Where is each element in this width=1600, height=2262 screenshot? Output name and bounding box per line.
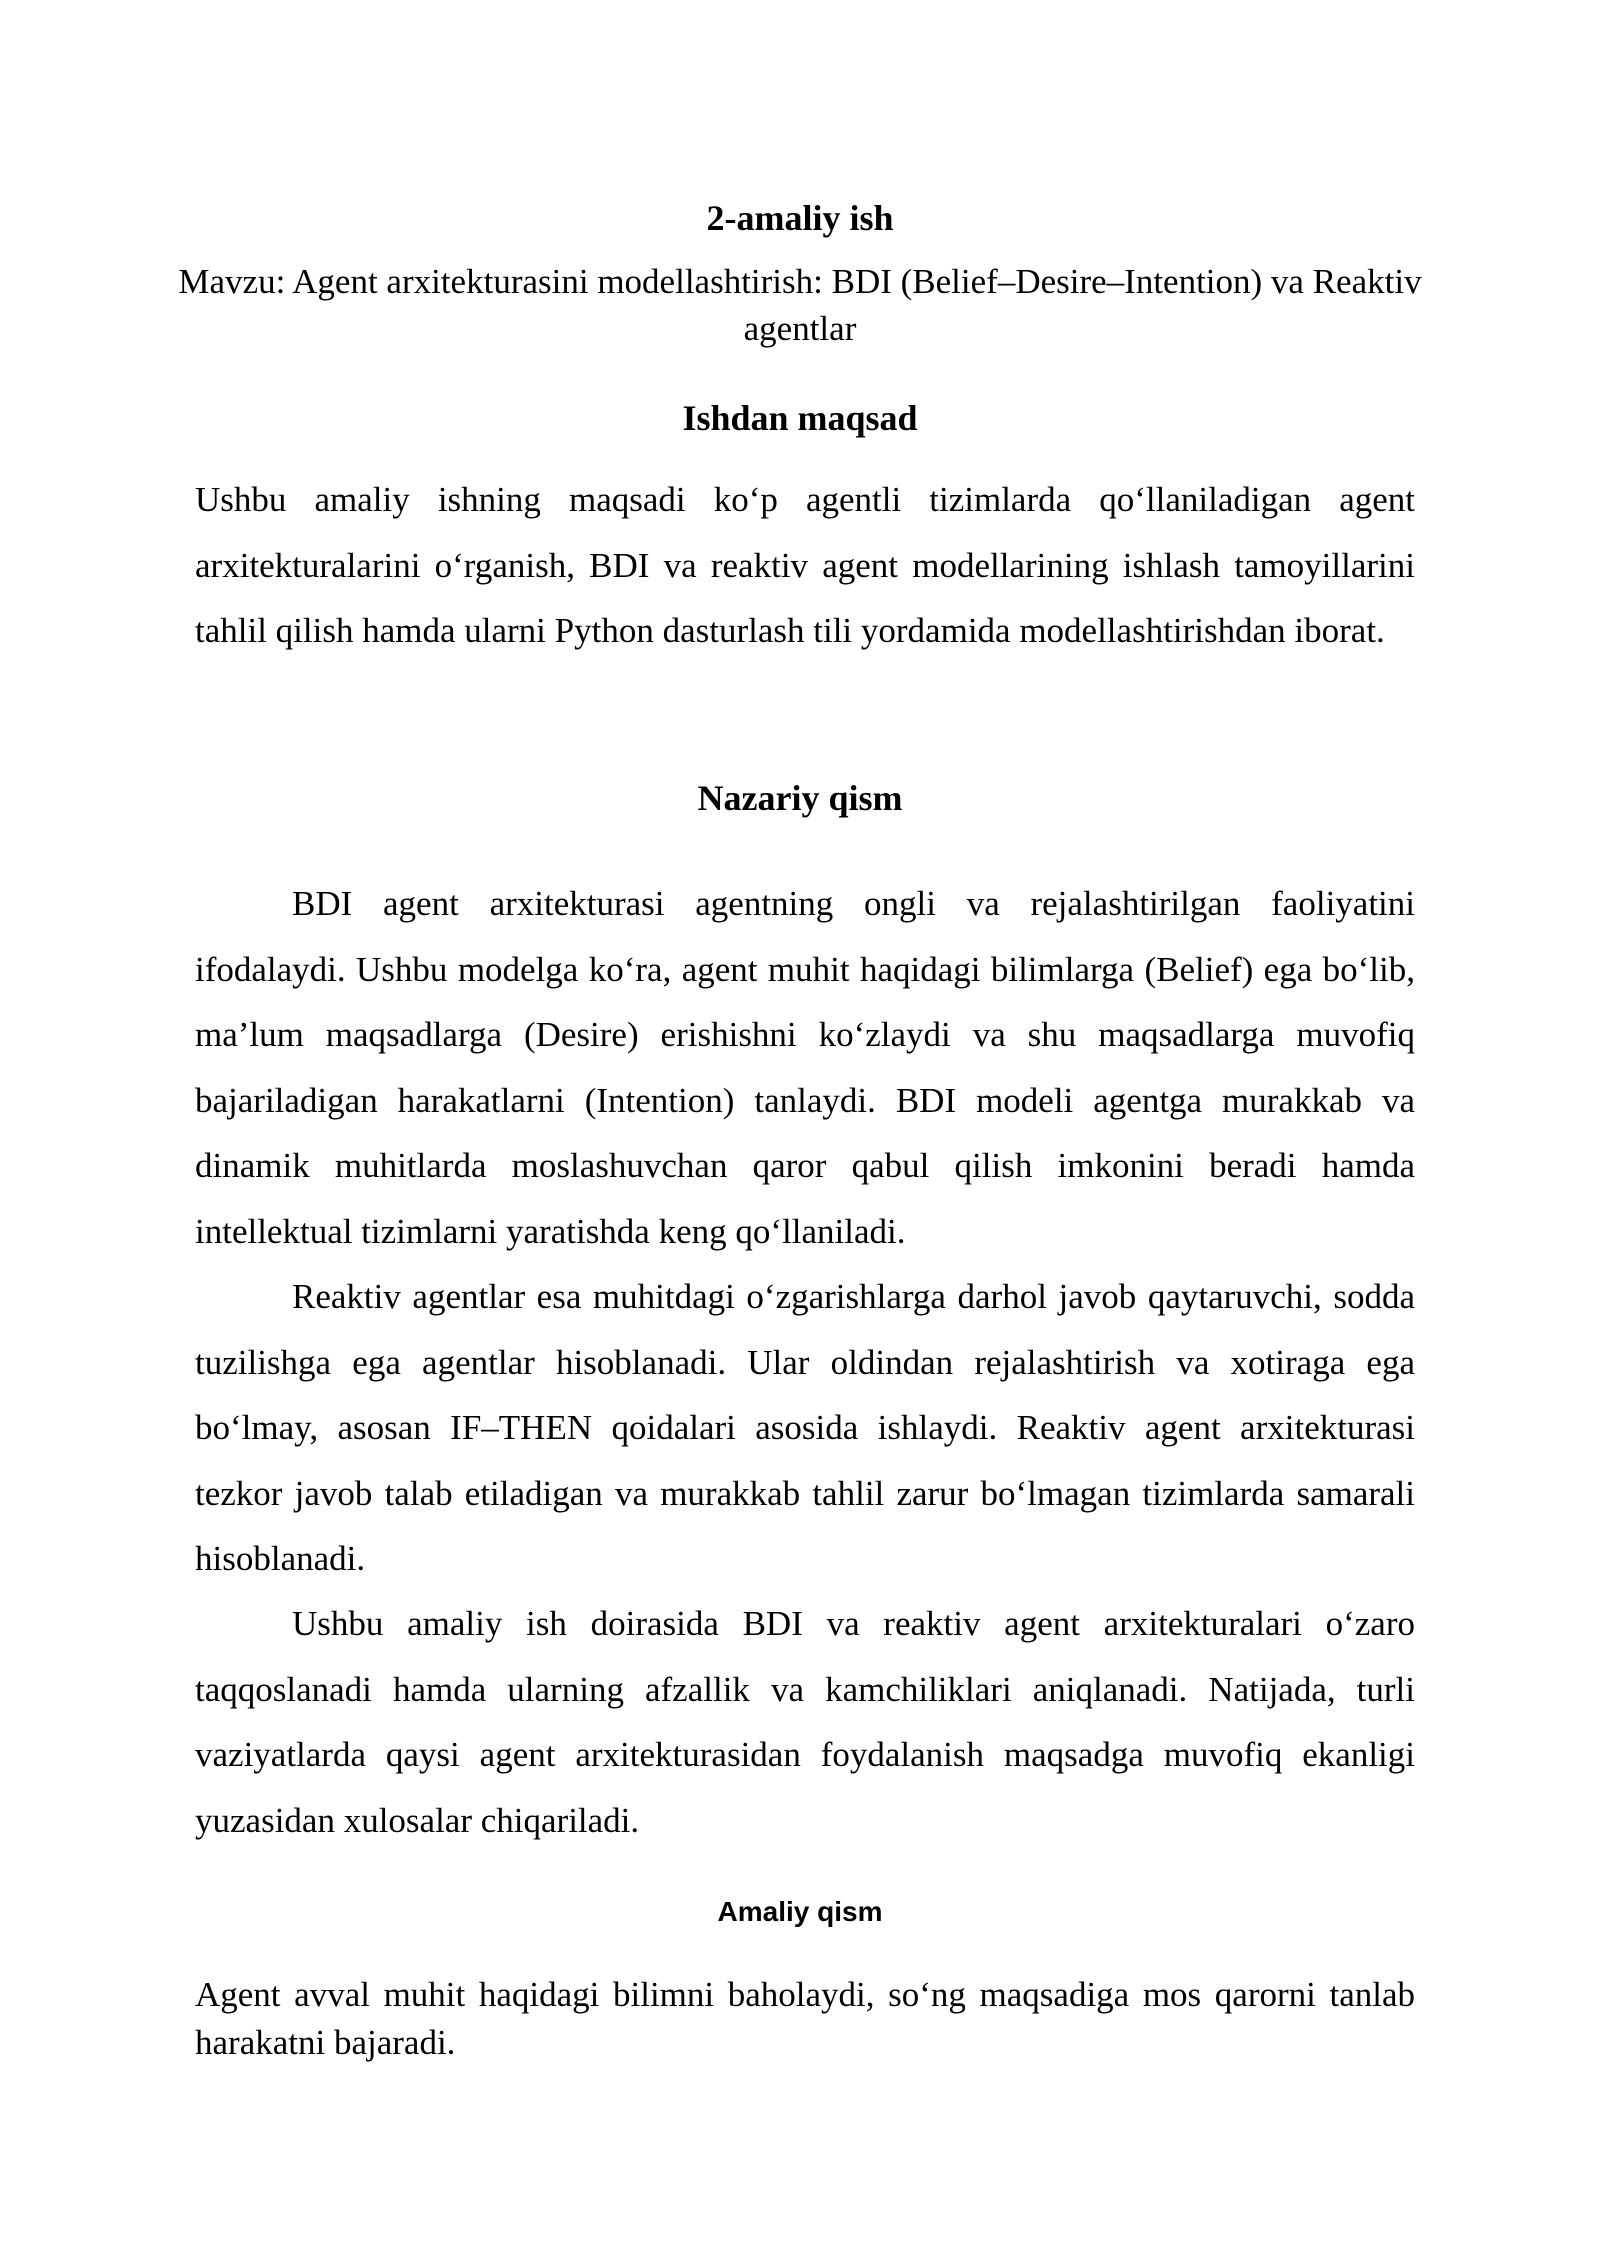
theory-paragraph-1: BDI agent arxitekturasi agentning ongli va rejalashtirilgan faoliyatini ifodalaydi. Ushbu modelga ko‘ra, agent muhit haqidagi bilimlarga (Belief) ega bo‘lib, ma’lum maqsadlarga (Desire) erishishni ko‘zlaydi va shu maqsadlarga muvofiq bajariladigan harakatlarni (Intention) tanlaydi. BDI modeli agentga murakkab va dinamik muhitlarda moslashuvchan qaror qabul qilish imkonini beradi hamda intellektual tizimlarni yaratishda keng qo‘llaniladi. bbox=[195, 884, 1415, 1251]
purpose-paragraph: Ushbu amaliy ishning maqsadi ko‘p agentli tizimlarda qo‘llaniladigan agent arxitekturalarini o‘rganish, BDI va reaktiv agent modellarining ishlash tamoyillarini tahlil qilish hamda ularni Python dasturlash tili yordamida modellashtirishdan iborat. bbox=[195, 480, 1415, 650]
theory-paragraph-3: Ushbu amaliy ish doirasida BDI va reaktiv agent arxitekturalari o‘zaro taqqoslanadi hamda ularning afzallik va kamchiliklari aniqlanadi. Natijada, turli vaziyatlarda qaysi agent arxitekturasidan foydalanish maqsadga muvofiq ekanligi yuzasidan xulosalar chiqariladi. bbox=[195, 1604, 1415, 1840]
practice-heading: Amaliy qism bbox=[717, 1896, 883, 1927]
theory-paragraph-2: Reaktiv agentlar esa muhitdagi o‘zgarishlarga darhol javob qaytaruvchi, sodda tuzilishga ega agentlar hisoblanadi. Ular oldindan rejalashtirish va xotiraga ega bo‘lmay, asosan IF–THEN qoidalari asosida ishlaydi. Reaktiv agent arxitekturasi tezkor javob talab etiladigan va murakkab tahlil zarur bo‘lmagan tizimlarda samarali hisoblanadi. bbox=[195, 1277, 1415, 1578]
practice-paragraph: Agent avval muhit haqidagi bilimni baholaydi, so‘ng maqsadiga mos qarorni tanlab harakatni bajaradi. bbox=[195, 1975, 1415, 2062]
document-title: 2-amaliy ish bbox=[706, 198, 894, 238]
purpose-heading: Ishdan maqsad bbox=[682, 398, 918, 438]
topic-line: Mavzu: Agent arxitekturasini modellashtirish: BDI (Belief–Desire–Intention) va Reaktiv agentlar bbox=[178, 262, 1422, 348]
theory-heading: Nazariy qism bbox=[697, 778, 903, 818]
